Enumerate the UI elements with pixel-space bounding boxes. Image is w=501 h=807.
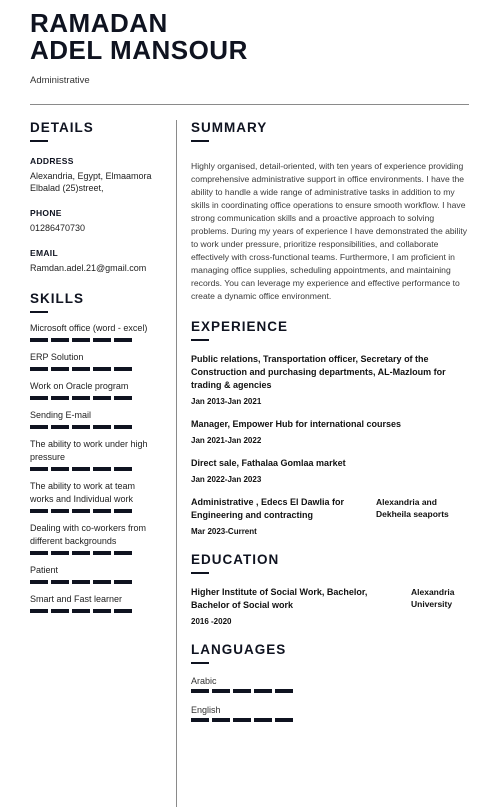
skill-item [30, 380, 160, 400]
education-school: Higher Institute of Social Work, Bachelor, Bachelor of Social work [191, 587, 368, 610]
column-divider [176, 120, 177, 807]
skill-level-meter [30, 338, 160, 342]
skill-level-segment [191, 718, 209, 722]
skill-level-meter [191, 718, 471, 722]
job-date: Jan 2013-Jan 2021 [191, 397, 262, 406]
education-entry [191, 586, 471, 626]
language-name: Arabic [191, 676, 217, 686]
heading-underline [191, 140, 209, 142]
skill-level-segment [254, 689, 272, 693]
education-section [191, 552, 471, 626]
phone-label: PHONE [30, 208, 62, 218]
job-title: Administrative , Edecs El Dawlia for Engineering and contracting [191, 497, 345, 520]
experience-heading: EXPERIENCE [191, 319, 289, 334]
skill-level-segment [93, 338, 111, 342]
skill-level-segment [72, 367, 90, 371]
skill-name: Sending E-mail [30, 410, 92, 420]
skill-level-meter [30, 509, 160, 513]
right-column [191, 120, 471, 722]
skill-level-segment [93, 425, 111, 429]
experience-entry-row [191, 353, 471, 392]
skill-level-meter [30, 609, 160, 613]
skill-level-segment [93, 367, 111, 371]
address-label: ADDRESS [30, 156, 74, 166]
job-date: Mar 2023-Current [191, 527, 257, 536]
skill-level-segment [51, 551, 69, 555]
skill-level-segment [114, 509, 132, 513]
summary-heading: SUMMARY [191, 120, 268, 135]
skill-level-segment [51, 609, 69, 613]
skill-level-segment [51, 509, 69, 513]
skill-level-meter [30, 580, 160, 584]
email-value: Ramdan.adel.21@gmail.com [30, 263, 147, 273]
phone-value: 01286470730 [30, 223, 86, 233]
email-label: EMAIL [30, 248, 58, 258]
skills-heading: SKILLS [30, 291, 85, 306]
skill-level-segment [72, 338, 90, 342]
experience-entry [191, 496, 471, 536]
job-title: Manager, Empower Hub for international courses [191, 419, 402, 429]
skill-level-meter [30, 367, 160, 371]
heading-underline [191, 339, 209, 341]
heading-underline [30, 140, 48, 142]
job-location: Alexandria and Dekheila seaports [376, 497, 449, 519]
skill-level-segment [93, 467, 111, 471]
skill-level-segment [30, 425, 48, 429]
job-date: Jan 2022-Jan 2023 [191, 475, 262, 484]
skill-item [30, 322, 160, 342]
skill-level-segment [51, 396, 69, 400]
heading-underline [30, 311, 48, 313]
skill-level-meter [30, 425, 160, 429]
education-heading: EDUCATION [191, 552, 280, 567]
skill-level-segment [51, 425, 69, 429]
skill-level-segment [72, 425, 90, 429]
languages-heading: LANGUAGES [191, 642, 287, 657]
name-first-line: RAMADAN [30, 8, 168, 38]
skill-level-segment [114, 425, 132, 429]
skill-name: ERP Solution [30, 352, 84, 362]
experience-entry-row [191, 496, 471, 522]
summary-text: Highly organised, detail-oriented, with ten years of experience providing comprehensive administrative support in office environments. I have the ability to handle a wide range of administrative tasks in addition to my skills in coordinating office operations to ensure smooth workflow. I have strong communication skills and a proactive approach to solving problems. During my years of experience I have demonstrated the ability to work under pressure, prioritize responsibilities, and collaborate effectively with cross-functional teams. Furthermore, I am proficient in managing office supplies, scheduling appointments, and maintaining records. You can leverage my experience and effective performance to create a dynamic office environment. [191, 161, 468, 301]
skills-list [30, 322, 160, 613]
skill-item [30, 480, 160, 513]
skill-level-segment [30, 609, 48, 613]
skill-level-segment [114, 551, 132, 555]
language-name: English [191, 705, 221, 715]
header-divider [30, 104, 469, 105]
skill-level-segment [114, 338, 132, 342]
skill-level-segment [212, 718, 230, 722]
experience-entry-row [191, 457, 471, 470]
experience-entry-row [191, 418, 471, 431]
skill-name: The ability to work at team works and Individual work [30, 481, 136, 504]
skill-level-segment [72, 609, 90, 613]
skill-level-segment [233, 689, 251, 693]
skill-level-segment [30, 580, 48, 584]
job-title: Public relations, Transportation officer, Secretary of the Construction and purchasing departments, AL-Mazloum for trading & agencies [191, 354, 446, 390]
jobs-list [191, 353, 471, 536]
skill-level-segment [72, 580, 90, 584]
language-item [191, 705, 471, 722]
candidate-name [30, 10, 248, 64]
skill-level-meter [30, 467, 160, 471]
name-second-line: ADEL MANSOUR [30, 35, 248, 65]
skill-level-segment [30, 367, 48, 371]
skill-level-segment [51, 367, 69, 371]
heading-underline [191, 662, 209, 664]
skill-name: Patient [30, 565, 59, 575]
skill-item [30, 522, 160, 555]
skill-level-segment [30, 509, 48, 513]
job-role: Administrative [30, 75, 90, 86]
skill-level-segment [93, 609, 111, 613]
skill-item [30, 564, 160, 584]
experience-entry [191, 418, 471, 445]
skill-level-segment [72, 467, 90, 471]
skill-level-segment [254, 718, 272, 722]
skill-level-segment [93, 551, 111, 555]
details-heading: DETAILS [30, 120, 94, 135]
skill-item [30, 438, 160, 471]
experience-section [191, 319, 471, 536]
skill-level-segment [51, 580, 69, 584]
education-location: Alexandria University [411, 587, 455, 609]
skill-level-segment [93, 396, 111, 400]
skill-level-segment [114, 467, 132, 471]
skill-name: The ability to work under high pressure [30, 439, 148, 462]
heading-underline [191, 572, 209, 574]
skill-level-segment [191, 689, 209, 693]
left-column [30, 120, 160, 613]
skill-level-segment [114, 580, 132, 584]
job-title: Direct sale, Fathalaa Gomlaa market [191, 458, 346, 468]
skill-level-segment [275, 689, 293, 693]
skill-level-segment [30, 338, 48, 342]
skill-level-segment [30, 396, 48, 400]
skill-level-segment [72, 396, 90, 400]
skill-level-segment [72, 509, 90, 513]
skill-item [30, 351, 160, 371]
skill-level-segment [51, 338, 69, 342]
languages-section [191, 642, 471, 722]
language-item [191, 676, 471, 693]
education-date: 2016 -2020 [191, 617, 232, 626]
skill-level-segment [72, 551, 90, 555]
skill-level-segment [114, 367, 132, 371]
experience-entry [191, 457, 471, 484]
skill-level-meter [191, 689, 471, 693]
job-date: Jan 2021-Jan 2022 [191, 436, 262, 445]
skill-level-segment [114, 396, 132, 400]
skill-name: Dealing with co-workers from different backgrounds [30, 523, 147, 546]
skill-level-segment [233, 718, 251, 722]
skill-level-segment [212, 689, 230, 693]
skill-level-segment [93, 509, 111, 513]
skill-level-segment [275, 718, 293, 722]
skill-item [30, 593, 160, 613]
skill-level-segment [30, 467, 48, 471]
address-value: Alexandria, Egypt, Elmaamora Elbalad (25)street, [30, 171, 152, 193]
skill-level-segment [51, 467, 69, 471]
skill-level-segment [30, 551, 48, 555]
skill-level-meter [30, 551, 160, 555]
skill-name: Work on Oracle program [30, 381, 129, 391]
skill-level-segment [114, 609, 132, 613]
skill-item [30, 409, 160, 429]
languages-list [191, 676, 471, 722]
skill-name: Smart and Fast learner [30, 594, 123, 604]
skill-name: Microsoft office (word - excel) [30, 323, 148, 333]
skill-level-meter [30, 396, 160, 400]
skill-level-segment [93, 580, 111, 584]
experience-entry [191, 353, 471, 406]
